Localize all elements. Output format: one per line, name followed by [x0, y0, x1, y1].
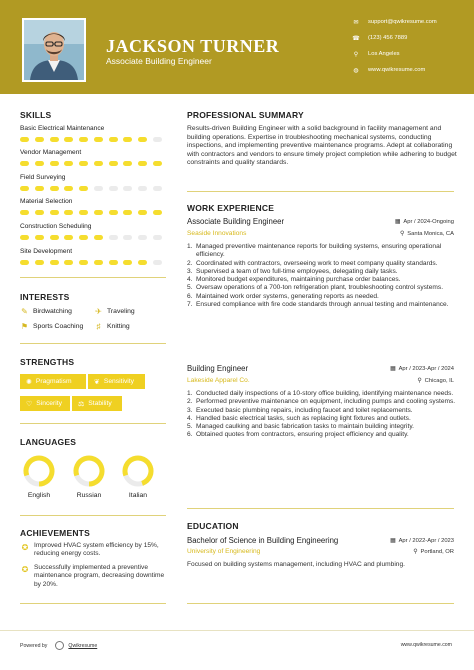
- powered-by-text: Powered by: [20, 642, 48, 649]
- bullet-number: 1.: [187, 390, 193, 397]
- skill-dot: [50, 137, 59, 142]
- skill-dot: [109, 161, 118, 166]
- skill-dot: [35, 161, 44, 166]
- strength-tag: [20, 396, 70, 411]
- job-location-text: Santa Monica, CA: [407, 231, 454, 237]
- skill-dot: [109, 235, 118, 240]
- interest-item: [20, 307, 72, 316]
- bullet-text: Maintained work order systems, generating reports as needed.: [196, 292, 379, 300]
- job-bullets: [187, 390, 459, 440]
- knitting-icon: ♯: [96, 322, 101, 331]
- strength-label: Sincerity: [36, 400, 62, 407]
- birdwatching-icon: ✎: [21, 307, 28, 316]
- balance-icon: ⚖: [78, 400, 85, 408]
- location-icon: ⚲: [400, 231, 405, 237]
- education-date-text: Apr / 2022-Apr / 2023: [398, 538, 454, 544]
- bullet-text: Managed caulking and basic fabrication tasks to maintain building integrity.: [196, 423, 414, 430]
- strength-label: Pragmatism: [35, 378, 72, 385]
- skill-dot: [79, 161, 88, 166]
- skill-dot: [35, 137, 44, 142]
- skill-dot: [50, 260, 59, 265]
- job-bullets: [187, 243, 459, 309]
- skill-dot: [109, 260, 118, 265]
- interest-label: Birdwatching: [33, 308, 72, 315]
- medal-icon: ✪: [21, 543, 29, 552]
- language-gauge: [72, 454, 106, 488]
- skill-dot: [153, 235, 162, 240]
- skill-dot: [50, 235, 59, 240]
- skill-dot: [109, 210, 118, 215]
- skill-dot: [64, 260, 73, 265]
- skill-dot: [79, 137, 88, 142]
- job-company: Seaside Innovations: [187, 230, 247, 237]
- skill-rating: [20, 235, 162, 240]
- skill-dot: [35, 186, 44, 191]
- bullet-number: 5.: [187, 284, 193, 292]
- achievement-text: Successfully implemented a preventive maintenance program, decreasing downtime by 20%.: [34, 564, 165, 588]
- achievements-heading: ACHIEVEMENTS: [20, 528, 90, 538]
- education-heading: EDUCATION: [187, 521, 239, 531]
- skill-dot: [64, 235, 73, 240]
- skill-dot: [79, 210, 88, 215]
- skill-name: Field Surveying: [20, 174, 66, 181]
- plane-icon: ✈: [95, 307, 102, 316]
- job-date-text: Apr / 2023-Apr / 2024: [398, 366, 454, 372]
- skill-dot: [20, 210, 29, 215]
- location-icon: ⚲: [413, 549, 418, 555]
- contact-website[interactable]: [352, 66, 425, 74]
- skill-dot: [20, 161, 29, 166]
- skill-dot: [109, 186, 118, 191]
- contact-website-text: www.qwikresume.com: [368, 67, 426, 73]
- bullet-number: 5.: [187, 423, 193, 430]
- bullet-number: 2.: [187, 259, 193, 267]
- resume-header: [0, 0, 474, 94]
- skill-dot: [138, 161, 147, 166]
- footer-site-link[interactable]: www.qwikresume.com: [400, 642, 452, 648]
- languages-heading: LANGUAGES: [20, 437, 77, 447]
- skill-dot: [138, 210, 147, 215]
- footer-powered: [20, 641, 97, 650]
- skill-dot: [35, 260, 44, 265]
- skill-dot: [79, 186, 88, 191]
- contact-location: [352, 50, 400, 58]
- skill-dot: [64, 210, 73, 215]
- skill-dot: [64, 137, 73, 142]
- skill-name: Construction Scheduling: [20, 223, 92, 230]
- section-divider: [187, 508, 454, 509]
- skill-dot: [20, 260, 29, 265]
- bullet-text: Monitored budget expenditures, maintaining purchase order balances.: [196, 276, 401, 283]
- location-icon: ⚲: [353, 51, 359, 58]
- job-location: [400, 231, 454, 237]
- bullet-text: Coordinated with contractors, overseeing work to meet company quality standards.: [196, 259, 438, 267]
- job-bullet: [187, 423, 459, 431]
- job-bullet: [187, 260, 459, 268]
- skill-dot: [64, 186, 73, 191]
- location-icon: ⚲: [417, 378, 422, 384]
- bullet-text: Oversaw operations of a 700-ton refrigeration plant, troubleshooting control systems.: [196, 284, 444, 292]
- bullet-text: Obtained quotes from contractors, ensuring project efficiency and quality.: [196, 431, 409, 439]
- skill-name: Vendor Management: [20, 149, 82, 156]
- calendar-icon: ▦: [390, 366, 396, 372]
- skill-dot: [94, 235, 103, 240]
- skill-dot: [153, 186, 162, 191]
- summary-text: Results-driven Building Engineer with a solid background in facility management and building operations. Expertise in troubleshooting mechanical systems, conducting inspections, and implementing preventive maintenance programs. Adept at collaborating with contractors and vendors to ensure timely project completion while adhering to budget constraints and quality standards.: [187, 125, 457, 167]
- skill-dot: [138, 260, 147, 265]
- medal-icon: ✪: [21, 565, 29, 574]
- job-bullet: [187, 243, 459, 260]
- achievement-text: Improved HVAC system efficiency by 15%, reducing energy costs.: [34, 542, 159, 558]
- skill-name: Site Development: [20, 248, 73, 255]
- job-bullet: [187, 276, 459, 284]
- bullet-number: 4.: [187, 414, 193, 422]
- skill-dot: [94, 161, 103, 166]
- skill-name: Material Selection: [20, 198, 73, 205]
- skill-dot: [20, 137, 29, 142]
- interest-item: [94, 322, 130, 331]
- interest-label: Traveling: [107, 308, 135, 315]
- language-label: Italian: [128, 492, 148, 499]
- skill-dot: [94, 186, 103, 191]
- job-bullet: [187, 293, 459, 301]
- job-bullet: [187, 301, 459, 309]
- skill-rating: [20, 161, 162, 166]
- skill-rating: [20, 186, 162, 191]
- skill-dot: [138, 186, 147, 191]
- contact-email[interactable]: [352, 18, 437, 26]
- contact-phone[interactable]: [352, 34, 407, 42]
- skill-dot: [123, 161, 132, 166]
- summary-heading: PROFESSIONAL SUMMARY: [187, 110, 304, 120]
- skill-dot: [64, 161, 73, 166]
- job-title: Building Engineer: [187, 364, 249, 373]
- skill-dot: [123, 137, 132, 142]
- skill-dot: [79, 235, 88, 240]
- skill-dot: [50, 161, 59, 166]
- skill-rating: [20, 260, 162, 265]
- bullet-number: 4.: [187, 276, 193, 283]
- bullet-number: 3.: [187, 267, 193, 275]
- job-bullet: [187, 415, 459, 423]
- section-divider: [187, 191, 454, 192]
- skill-dot: [153, 210, 162, 215]
- job-bullet: [187, 268, 459, 276]
- interest-label: Sports Coaching: [33, 323, 84, 330]
- bullet-number: 3.: [187, 406, 193, 414]
- skill-dot: [94, 260, 103, 265]
- phone-icon: ☎: [352, 35, 360, 42]
- skill-dot: [123, 210, 132, 215]
- strength-tag: [20, 374, 86, 389]
- bullet-number: 6.: [187, 431, 193, 439]
- heart-icon: ♡: [26, 400, 33, 408]
- contact-location-text: Los Angeles: [368, 51, 400, 57]
- section-divider: [20, 515, 166, 516]
- skill-dot: [138, 235, 147, 240]
- skill-name: Basic Electrical Maintenance: [20, 125, 105, 132]
- job-date: [395, 219, 454, 225]
- calendar-icon: ▦: [390, 538, 396, 544]
- skill-rating: [20, 137, 162, 142]
- interests-heading: INTERESTS: [20, 292, 70, 302]
- calendar-icon: ▦: [394, 219, 401, 225]
- job-company: Lakeside Apparel Co.: [187, 377, 250, 384]
- profile-photo: [22, 18, 86, 82]
- skill-dot: [50, 210, 59, 215]
- skill-dot: [35, 210, 44, 215]
- school-name: University of Engineering: [187, 548, 261, 555]
- bullet-text: Executed basic plumbing repairs, including faucet and toilet replacements.: [196, 406, 413, 414]
- bullet-text: Performed preventive maintenance on equipment, including pumps and cooling systems.: [196, 398, 456, 406]
- job-title: Associate Building Engineer: [187, 217, 285, 226]
- interest-label: Knitting: [107, 323, 130, 330]
- skill-dot: [109, 137, 118, 142]
- interest-item: [94, 307, 135, 316]
- footer-divider: [0, 630, 474, 631]
- brand-link[interactable]: Qwikresume: [68, 642, 98, 649]
- skill-dot: [79, 260, 88, 265]
- strength-label: Stability: [88, 400, 112, 407]
- skill-dot: [123, 235, 132, 240]
- person-photo-icon: [24, 20, 84, 80]
- skill-dot: [123, 260, 132, 265]
- brain-icon: ✺: [26, 378, 32, 386]
- skill-dot: [138, 137, 147, 142]
- bullet-number: 2.: [187, 398, 193, 406]
- sports-icon: ⚑: [20, 322, 29, 331]
- job-location: [417, 378, 454, 384]
- skill-dot: [123, 186, 132, 191]
- candidate-title: Associate Building Engineer: [106, 56, 212, 66]
- job-date-text: Apr / 2024-Ongoing: [403, 219, 454, 225]
- section-divider: [20, 277, 166, 278]
- job-bullet: [187, 431, 459, 439]
- education-location: [413, 549, 454, 555]
- skill-dot: [94, 137, 103, 142]
- interest-item: [20, 322, 83, 331]
- job-bullet: [187, 407, 459, 415]
- contact-email-text: support@qwikresume.com: [368, 19, 437, 25]
- skill-dot: [153, 260, 162, 265]
- skill-rating: [20, 210, 162, 215]
- job-date: [390, 366, 454, 372]
- education-date: [390, 538, 454, 544]
- skill-dot: [35, 235, 44, 240]
- candidate-name: JACKSON TURNER: [106, 36, 280, 56]
- section-divider: [20, 423, 166, 424]
- qwikresume-logo-icon: [55, 641, 64, 650]
- language-gauge: [22, 454, 56, 488]
- strength-label: Sensitivity: [103, 378, 134, 385]
- language-gauge: [121, 454, 155, 488]
- skill-dot: [20, 235, 29, 240]
- language-label: Russian: [76, 492, 102, 499]
- bullet-text: Conducted daily inspections of a 10-story office building, identifying maintenance needs.: [196, 390, 454, 397]
- bullet-text: Managed preventive maintenance reports for building systems, ensuring operational efficiency.: [196, 243, 442, 259]
- bullet-text: Ensured compliance with fire code standards through annual testing and maintenance.: [196, 300, 449, 308]
- skill-dot: [50, 186, 59, 191]
- bullet-number: 7.: [187, 300, 193, 308]
- contact-phone-text: (123) 456 7889: [368, 35, 408, 41]
- strengths-heading: STRENGTHS: [20, 357, 75, 367]
- feather-icon: ❦: [94, 378, 100, 386]
- bullet-number: 1.: [187, 243, 193, 250]
- skill-dot: [94, 210, 103, 215]
- job-location-text: Chicago, IL: [424, 378, 454, 384]
- job-bullet: [187, 284, 459, 292]
- mail-icon: ✉: [353, 19, 359, 26]
- bullet-text: Supervised a team of two full-time employees, delegating daily tasks.: [196, 267, 398, 275]
- skill-dot: [153, 161, 162, 166]
- education-location-text: Portland, OR: [420, 549, 454, 555]
- degree-title: Bachelor of Science in Building Engineering: [187, 536, 339, 545]
- job-bullet: [187, 390, 459, 398]
- skill-dot: [20, 186, 29, 191]
- section-divider: [20, 343, 166, 344]
- strength-tag: [88, 374, 145, 389]
- experience-heading: WORK EXPERIENCE: [187, 203, 275, 213]
- globe-icon: ◍: [353, 67, 359, 74]
- bullet-number: 6.: [187, 292, 193, 300]
- strength-tag: [72, 396, 122, 411]
- skill-dot: [153, 137, 162, 142]
- skills-heading: SKILLS: [20, 110, 52, 120]
- education-description: Focused on building systems management, including HVAC and plumbing.: [187, 561, 405, 568]
- bullet-text: Handled basic electrical tasks, such as replacing light fixtures and outlets.: [196, 414, 411, 422]
- language-label: English: [27, 492, 51, 499]
- job-bullet: [187, 398, 459, 406]
- section-divider: [187, 603, 454, 604]
- section-divider: [20, 603, 166, 604]
